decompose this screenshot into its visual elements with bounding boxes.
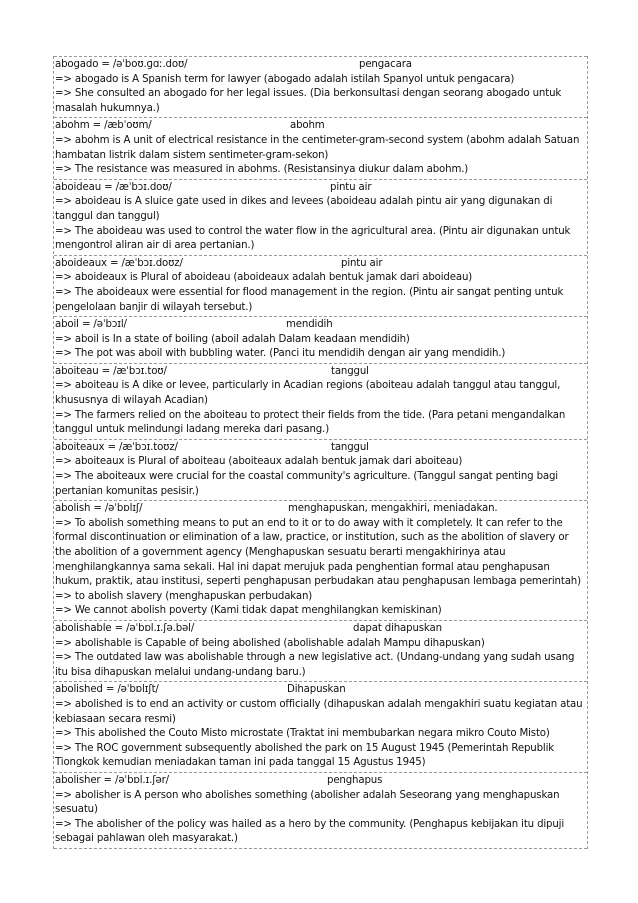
entry-header xyxy=(54,441,587,456)
entry-header xyxy=(54,318,587,333)
entry-definition-line: => abolisher is A person who abolishes something (abolisher adalah Seseorang yang menghapuskan sesuatu) xyxy=(55,789,560,816)
entry-term: abolished = /əˈbɒlɪʃt/ xyxy=(55,684,159,696)
entry-translation: tanggul xyxy=(331,441,369,453)
entry-definition-line: => This abolished the Couto Misto microstate (Traktat ini membubarkan negara mikro Couto Misto) xyxy=(55,728,550,740)
entry-definition-line: => aboiteau is A dike or levee, particularly in Acadian regions (aboiteau adalah tanggul atau tanggul, khususnya di wilayah Acadian) xyxy=(55,380,561,407)
entry-term: abohm = /æbˈoʊm/ xyxy=(55,120,152,132)
entry-definition-line: => aboideau is A sluice gate used in dikes and levees (aboideau adalah pintu air yang digunakan di tanggul dan tanggul) xyxy=(55,196,553,222)
vocab-entry xyxy=(54,316,587,363)
vocabulary-sheet xyxy=(53,56,588,849)
entry-term: abolish = /əˈbɒlɪʃ/ xyxy=(55,503,143,515)
entry-term: abolisher = /əˈbɒl.ɪ.ʃər/ xyxy=(55,774,169,786)
entry-definition-line: => The ROC government subsequently abolished the park on 15 August 1945 (Pemerintah Republik Tiongkok kemudian meniadakan taman ini pada tanggal 15 Agustus 1945) xyxy=(55,742,555,769)
entry-header xyxy=(54,622,587,637)
entry-definition-line: => The outdated law was abolishable through a new legislative act. (Undang-undang yang sudah usang itu bisa dihapuskan melalui undang-undang baru.) xyxy=(55,652,575,678)
entry-header xyxy=(54,119,587,134)
entry-definition-line: => The resistance was measured in abohms. (Resistansinya diukur dalam abohm.) xyxy=(55,164,469,176)
entry-definition-line: => abolishable is Capable of being abolished (abolishable adalah Mampu dihapuskan) xyxy=(55,637,485,649)
vocab-entry xyxy=(54,772,587,849)
entry-definition-line: => aboil is In a state of boiling (aboil adalah Dalam keadaan mendidih) xyxy=(55,333,410,345)
entry-header xyxy=(54,257,587,272)
vocab-entry xyxy=(54,255,587,316)
entry-header xyxy=(54,181,587,196)
entry-definition-line: => The farmers relied on the aboiteau to protect their fields from the tide. (Para petani mengandalkan tanggul untuk melindungi ladang mereka dari pasang.) xyxy=(55,409,566,436)
vocab-entry xyxy=(54,500,587,620)
entry-definition-line: => abogado is A Spanish term for lawyer (abogado adalah istilah Spanyol untuk pengacara) xyxy=(55,73,515,85)
entry-header xyxy=(54,683,587,698)
entry-term: abolishable = /əˈbɒl.ɪ.ʃə.bəl/ xyxy=(55,622,195,634)
entry-term: aboideaux = /æˈbɔɪ.doʊz/ xyxy=(55,257,183,269)
vocab-entry xyxy=(54,179,587,255)
entry-definition-line: => To abolish something means to put an end to it or to do away with it completely. It can refer to the formal discontinuation or elimination of a law, practice, or institution, such as the abolition of slavery or the abolition of a government agency (Menghapuskan sesuatu berarti mengakhirinya atau menghilangkannya sama sekali. Hal ini dapat merujuk pada penghentian formal atau penghapusan hukum, praktik, atau institusi, seperti penghapusan perbudakan atau penghapusan lembaga pemerintah) xyxy=(55,517,581,588)
entry-translation: menghapuskan, mengakhiri, meniadakan. xyxy=(288,503,498,515)
entry-term: abogado = /əˈboʊ.ɡɑː.doʊ/ xyxy=(55,59,188,70)
entry-header xyxy=(54,58,587,73)
vocab-entry xyxy=(54,117,587,178)
entry-definition-line: => She consulted an abogado for her legal issues. (Dia berkonsultasi dengan seorang abogado untuk masalah hukumnya.) xyxy=(55,88,562,114)
entry-header xyxy=(54,774,587,789)
entry-header xyxy=(54,365,587,380)
entry-translation: penghapus xyxy=(327,774,383,786)
entry-definition-line: => We cannot abolish poverty (Kami tidak dapat menghilangkan kemiskinan) xyxy=(55,605,442,617)
entry-definition-line: => aboiteaux is Plural of aboiteau (aboiteaux adalah bentuk jamak dari aboiteau) xyxy=(55,456,463,468)
entry-definition-line: => The abolisher of the policy was hailed as a hero by the community. (Penghapus kebijakan itu dipuji sebagai pahlawan oleh masyarakat.) xyxy=(55,818,565,845)
entry-translation: tanggul xyxy=(331,365,369,377)
entry-definition-line: => The aboideaux were essential for flood management in the region. (Pintu air sangat penting untuk pengelolaan banjir di wilayah tersebut.) xyxy=(55,286,564,313)
entry-term: aboiteau = /æˈbɔɪ.toʊ/ xyxy=(55,365,167,377)
entry-term: aboil = /əˈbɔɪl/ xyxy=(55,319,127,331)
entry-translation: dapat dihapuskan xyxy=(353,622,442,634)
entry-definition-line: => abolished is to end an activity or custom officially (dihapuskan adalah mengakhiri suatu kegiatan atau kebiasaan secara resmi) xyxy=(55,698,583,725)
entry-definition-line: => abohm is A unit of electrical resistance in the centimeter-gram-second system (abohm adalah Satuan hambatan listrik dalam sistem sentimeter-gram-sekon) xyxy=(55,134,580,161)
entry-translation: pintu air xyxy=(341,257,383,269)
entry-translation: abohm xyxy=(290,120,325,132)
entry-translation: pintu air xyxy=(330,181,372,193)
vocab-entry xyxy=(54,439,587,500)
entry-definition-line: => The aboiteaux were crucial for the coastal community's agriculture. (Tanggul sangat penting bagi pertanian komunitas pesisir.) xyxy=(55,471,558,497)
entry-header xyxy=(54,502,587,517)
entry-term: aboideau = /æˈbɔɪ.doʊ/ xyxy=(55,181,172,193)
entry-translation: mendidih xyxy=(286,319,333,331)
entry-term: aboiteaux = /æˈbɔɪ.toʊz/ xyxy=(55,441,178,453)
entry-translation: pengacara xyxy=(359,59,412,70)
vocab-entry xyxy=(54,681,587,772)
entry-translation: Dihapuskan xyxy=(287,684,346,696)
entry-definition-line: => The pot was aboil with bubbling water. (Panci itu mendidih dengan air yang mendidih.) xyxy=(55,348,506,360)
entry-definition-line: => to abolish slavery (menghapuskan perbudakan) xyxy=(55,590,313,602)
vocab-entry xyxy=(54,620,587,681)
vocab-entry xyxy=(54,363,587,439)
entry-definition-line: => The aboideau was used to control the water flow in the agricultural area. (Pintu air digunakan untuk mengontrol aliran air di area pertanian.) xyxy=(55,225,571,252)
entry-definition-line: => aboideaux is Plural of aboideau (aboideaux adalah bentuk jamak dari aboideau) xyxy=(55,272,473,284)
vocab-entry xyxy=(54,56,587,117)
